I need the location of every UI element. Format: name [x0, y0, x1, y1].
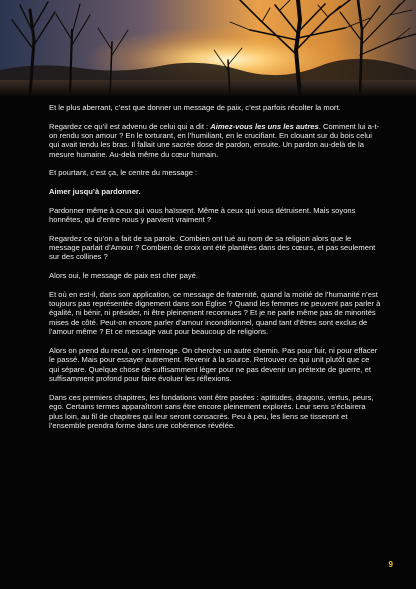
paragraph-2-quote: Aimez-vous les uns les autres — [210, 121, 319, 131]
paragraph-1: Et le plus aberrant, c’est que donner un message de paix, c’est parfois récolter la mort. — [49, 103, 341, 112]
paragraph-5: Pardonner même à ceux qui vous haïssent. Même à ceux qui vous détruisent. Mais soyons honnêtes, qui d’entre nous y parvient vraiment ? — [49, 205, 356, 224]
paragraph-6: Regardez ce qu’on a fait de sa parole. Combien ont tué au nom de sa religion alors que le message parlait d’Amour ? Combien de croix ont été plantées dans des cœurs, et pas seulement sur des collines ? — [49, 233, 376, 262]
body-text — [49, 103, 381, 440]
paragraph-4-emphasis: Aimer jusqu’à pardonner. — [49, 187, 141, 196]
paragraph-3: Et pourtant, c’est ça, le centre du message : — [49, 168, 198, 178]
paragraph-2 — [49, 122, 381, 160]
paragraph-7: Alors oui, le message de paix est cher payé. — [49, 271, 199, 280]
sunset-trees-photo — [0, 0, 416, 96]
paragraph-2-rest: . Comment lui a-t-on rendu son amour ? En le torturant, en l’humiliant, en le crucifiant. En clouant sur du bois celui qui avait tendu les bras. Il fallait une sacrée dose de pardon, ensuite. Un pardon au-delà de la mesure humaine. Au-delà même du cœur humain. — [49, 121, 380, 159]
paragraph-9: Alors on prend du recul, on s’interroge. On cherche un autre chemin. Pas pour fuir, ni pour effacer le passé. Mais pour essayer autrement. Revenir à la source. Retrouver ce qui unit plutôt que ce qui sépare. Quelque chose de suffisamment léger pour ne pas devenir un prétexte de guerre, et suffisamment profond pour faire évoluer les réflexions. — [49, 345, 378, 384]
paragraph-2-lead: Regardez ce qu’il est advenu de celui qui a dit : — [49, 121, 211, 131]
paragraph-8: Et où en est-il, dans son application, ce message de fraternité, quand la moitié de l’humanité n’est toujours pas représentée dignement dans son Église ? Quand les femmes ne peuvent pas parler à égalité, ni bénir, ni présider, ni être pleinement reconnues ? Et je ne parle même pas de minorités mises de côté. Peut-on encore parler d’amour inconditionnel, quand tant d’êtres sont exclus de l’amour même ? Et ce message vaut pour beaucoup de religions. — [49, 289, 381, 337]
paragraph-10: Dans ces premiers chapitres, les fondations vont être posées : aptitudes, dragons, vertus, peurs, ego. Certains termes apparaîtront sans être encore pleinement explorés. Leur sens s’éclairera plus loin, au fil de chapitres qui leur seront consacrés. Peu à peu, les liens se tisseront et l’ensemble prendra forme dans une cohérence révélée. — [49, 392, 374, 431]
page-number: 9 — [388, 560, 393, 569]
